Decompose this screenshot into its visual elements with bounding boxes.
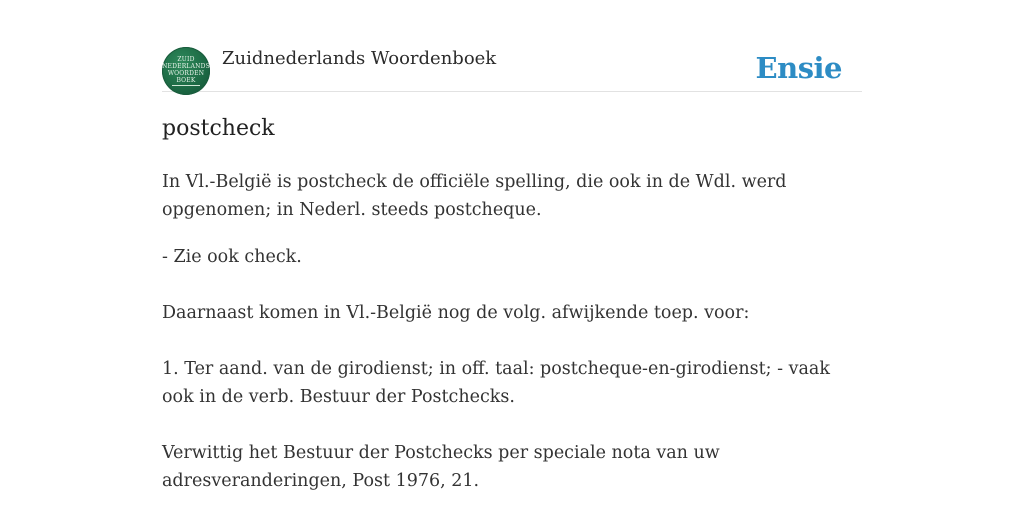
logo-text-line: NEDERLANDS xyxy=(162,63,210,70)
logo-text-line: BOEK xyxy=(176,77,196,84)
cross-reference: - Zie ook check. xyxy=(162,247,302,267)
definition-paragraph: Daarnaast komen in Vl.-België nog de volg. afwijkende toep. voor: xyxy=(162,303,750,323)
ensie-brand-logo[interactable]: Ensie xyxy=(755,51,842,85)
entry-definition xyxy=(162,168,864,495)
logo-text-line: ZUID xyxy=(177,56,195,63)
definition-paragraph: In Vl.-België is postcheck de officiële spelling, die ook in de Wdl. werd opgenomen; in Nederl. steeds postcheque. xyxy=(162,172,787,220)
logo-text-line: WOORDEN xyxy=(167,70,205,77)
logo-divider xyxy=(172,85,200,86)
sense-1: 1. Ter aand. van de girodienst; in off. taal: postcheque-en-girodienst; - vaak ook in de verb. Bestuur der Postchecks. xyxy=(162,359,830,407)
usage-example: Verwittig het Bestuur der Postchecks per speciale nota van uw adresveranderingen, Post 1976, 21. xyxy=(162,443,720,491)
entry-headword: postcheck xyxy=(162,116,275,141)
dictionary-logo[interactable] xyxy=(162,47,210,95)
dictionary-title-link[interactable]: Zuidnederlands Woordenboek xyxy=(222,48,497,69)
site-header xyxy=(162,44,862,92)
